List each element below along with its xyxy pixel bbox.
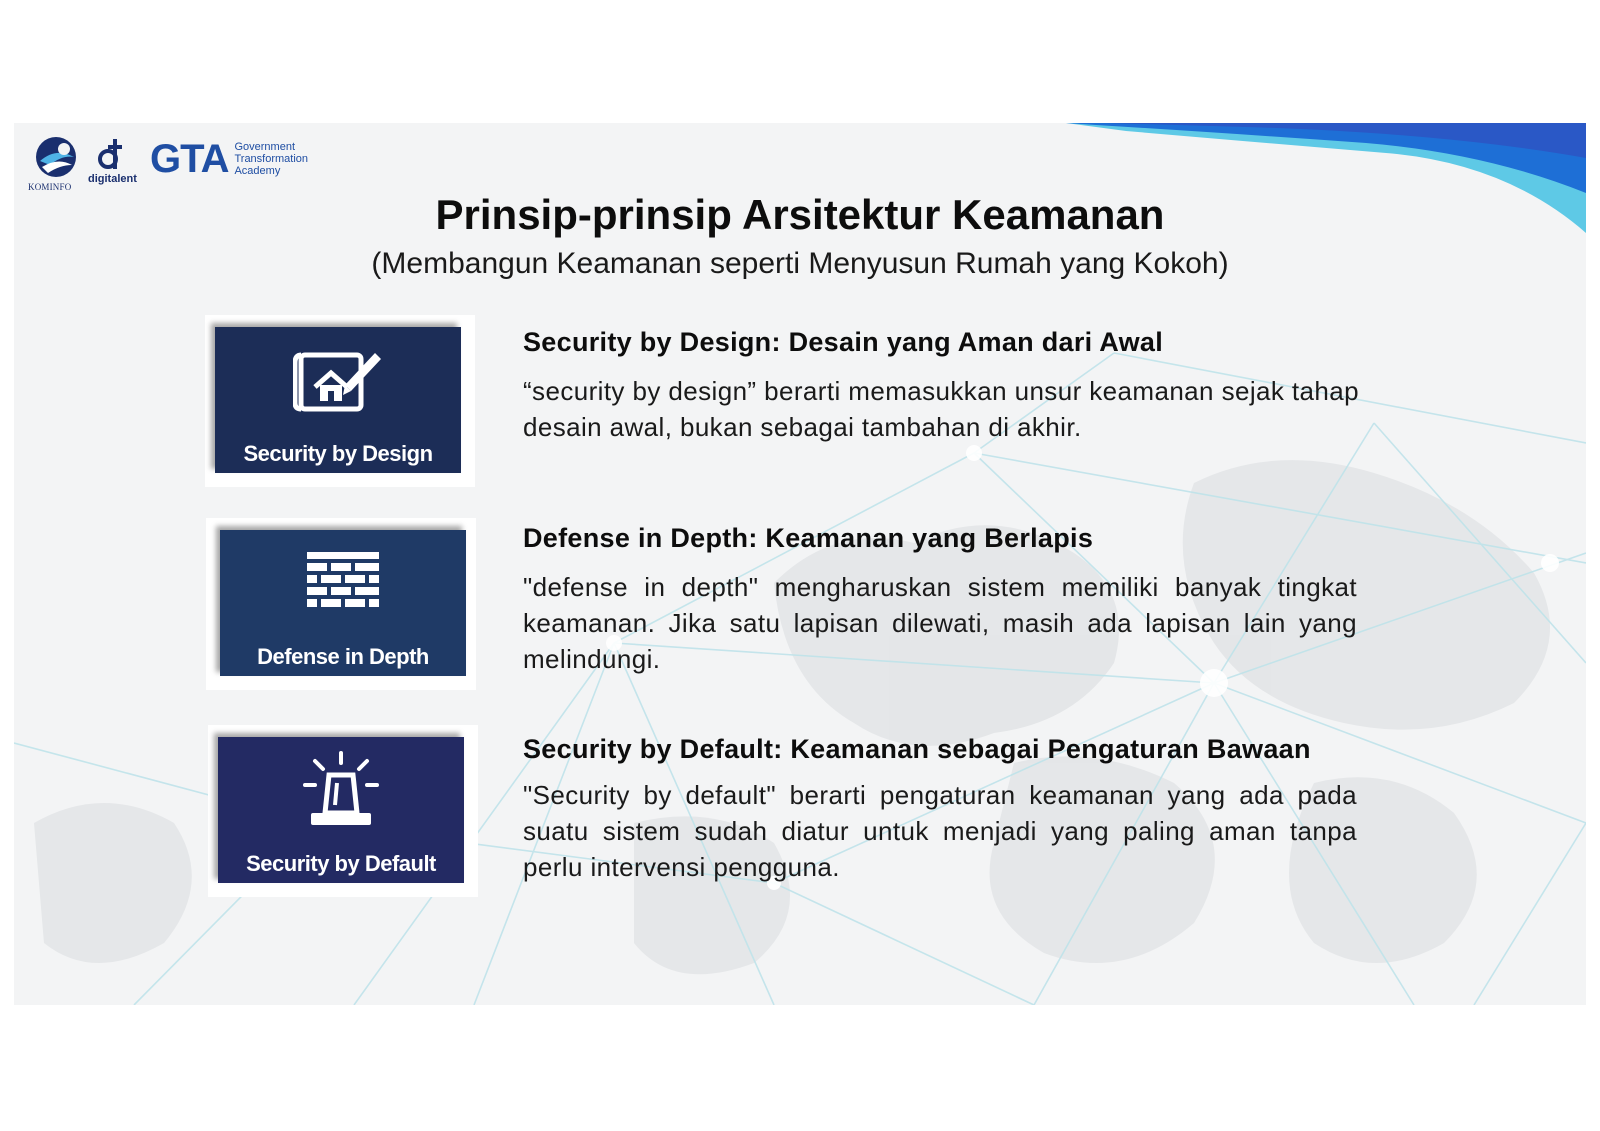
gta-subtitle (234, 141, 308, 177)
principle-heading: Security by Default: Keamanan sebagai Pengaturan Bawaan (523, 734, 1311, 764)
kominfo-emblem-icon (32, 135, 80, 181)
digitalent-wordmark: digitalent (88, 173, 137, 185)
principle-card (215, 327, 461, 473)
principle-heading: Defense in Depth: Keamanan yang Berlapis (523, 523, 1094, 553)
gta-line-2: Transformation (234, 153, 309, 165)
kominfo-wordmark: KOMINFO (28, 182, 72, 192)
principle-card-frame (205, 315, 475, 487)
principle-card (218, 737, 464, 883)
principle-card-frame (208, 725, 478, 897)
card-label: Defense in Depth (257, 644, 429, 669)
digitalent-logo (88, 135, 146, 195)
kominfo-logo (28, 135, 86, 195)
card-label: Security by Design (243, 441, 433, 466)
card-label: Security by Default (246, 851, 436, 876)
alarm-siren-icon (301, 751, 381, 829)
gta-logo (150, 137, 308, 181)
principle-description: "Security by default" berarti pengaturan keamanan yang ada pada suatu sistem sudah diatur untuk menjadi yang paling aman tanpa perlu intervensi pengguna. (523, 780, 1357, 882)
header-logos (28, 135, 309, 195)
gta-line-1: Government (234, 141, 295, 153)
principle-description: "defense in depth" mengharuskan sistem memiliki banyak tingkat keamanan. Jika satu lapisan dilewati, masih ada lapisan lain yang melindungi. (523, 572, 1357, 674)
page-subtitle: (Membangun Keamanan seperti Menyusun Rumah yang Kokoh) (371, 247, 1229, 280)
gta-line-3: Academy (234, 165, 281, 177)
principle-heading: Security by Design: Desain yang Aman dari Awal (523, 327, 1163, 357)
page-title: Prinsip-prinsip Arsitektur Keamanan (435, 191, 1165, 238)
slide (14, 123, 1586, 1005)
principle-card (220, 530, 466, 676)
principle-description: “security by design” berarti memasukkan unsur keamanan sejak tahap desain awal, bukan sebagai tambahan di akhir. (523, 376, 1359, 442)
principle-card-frame (206, 518, 476, 690)
brick-wall-icon (303, 550, 383, 620)
gta-mark: GTA (150, 137, 229, 181)
blueprint-house-icon (293, 347, 383, 417)
digitalent-mark-icon (88, 135, 128, 173)
